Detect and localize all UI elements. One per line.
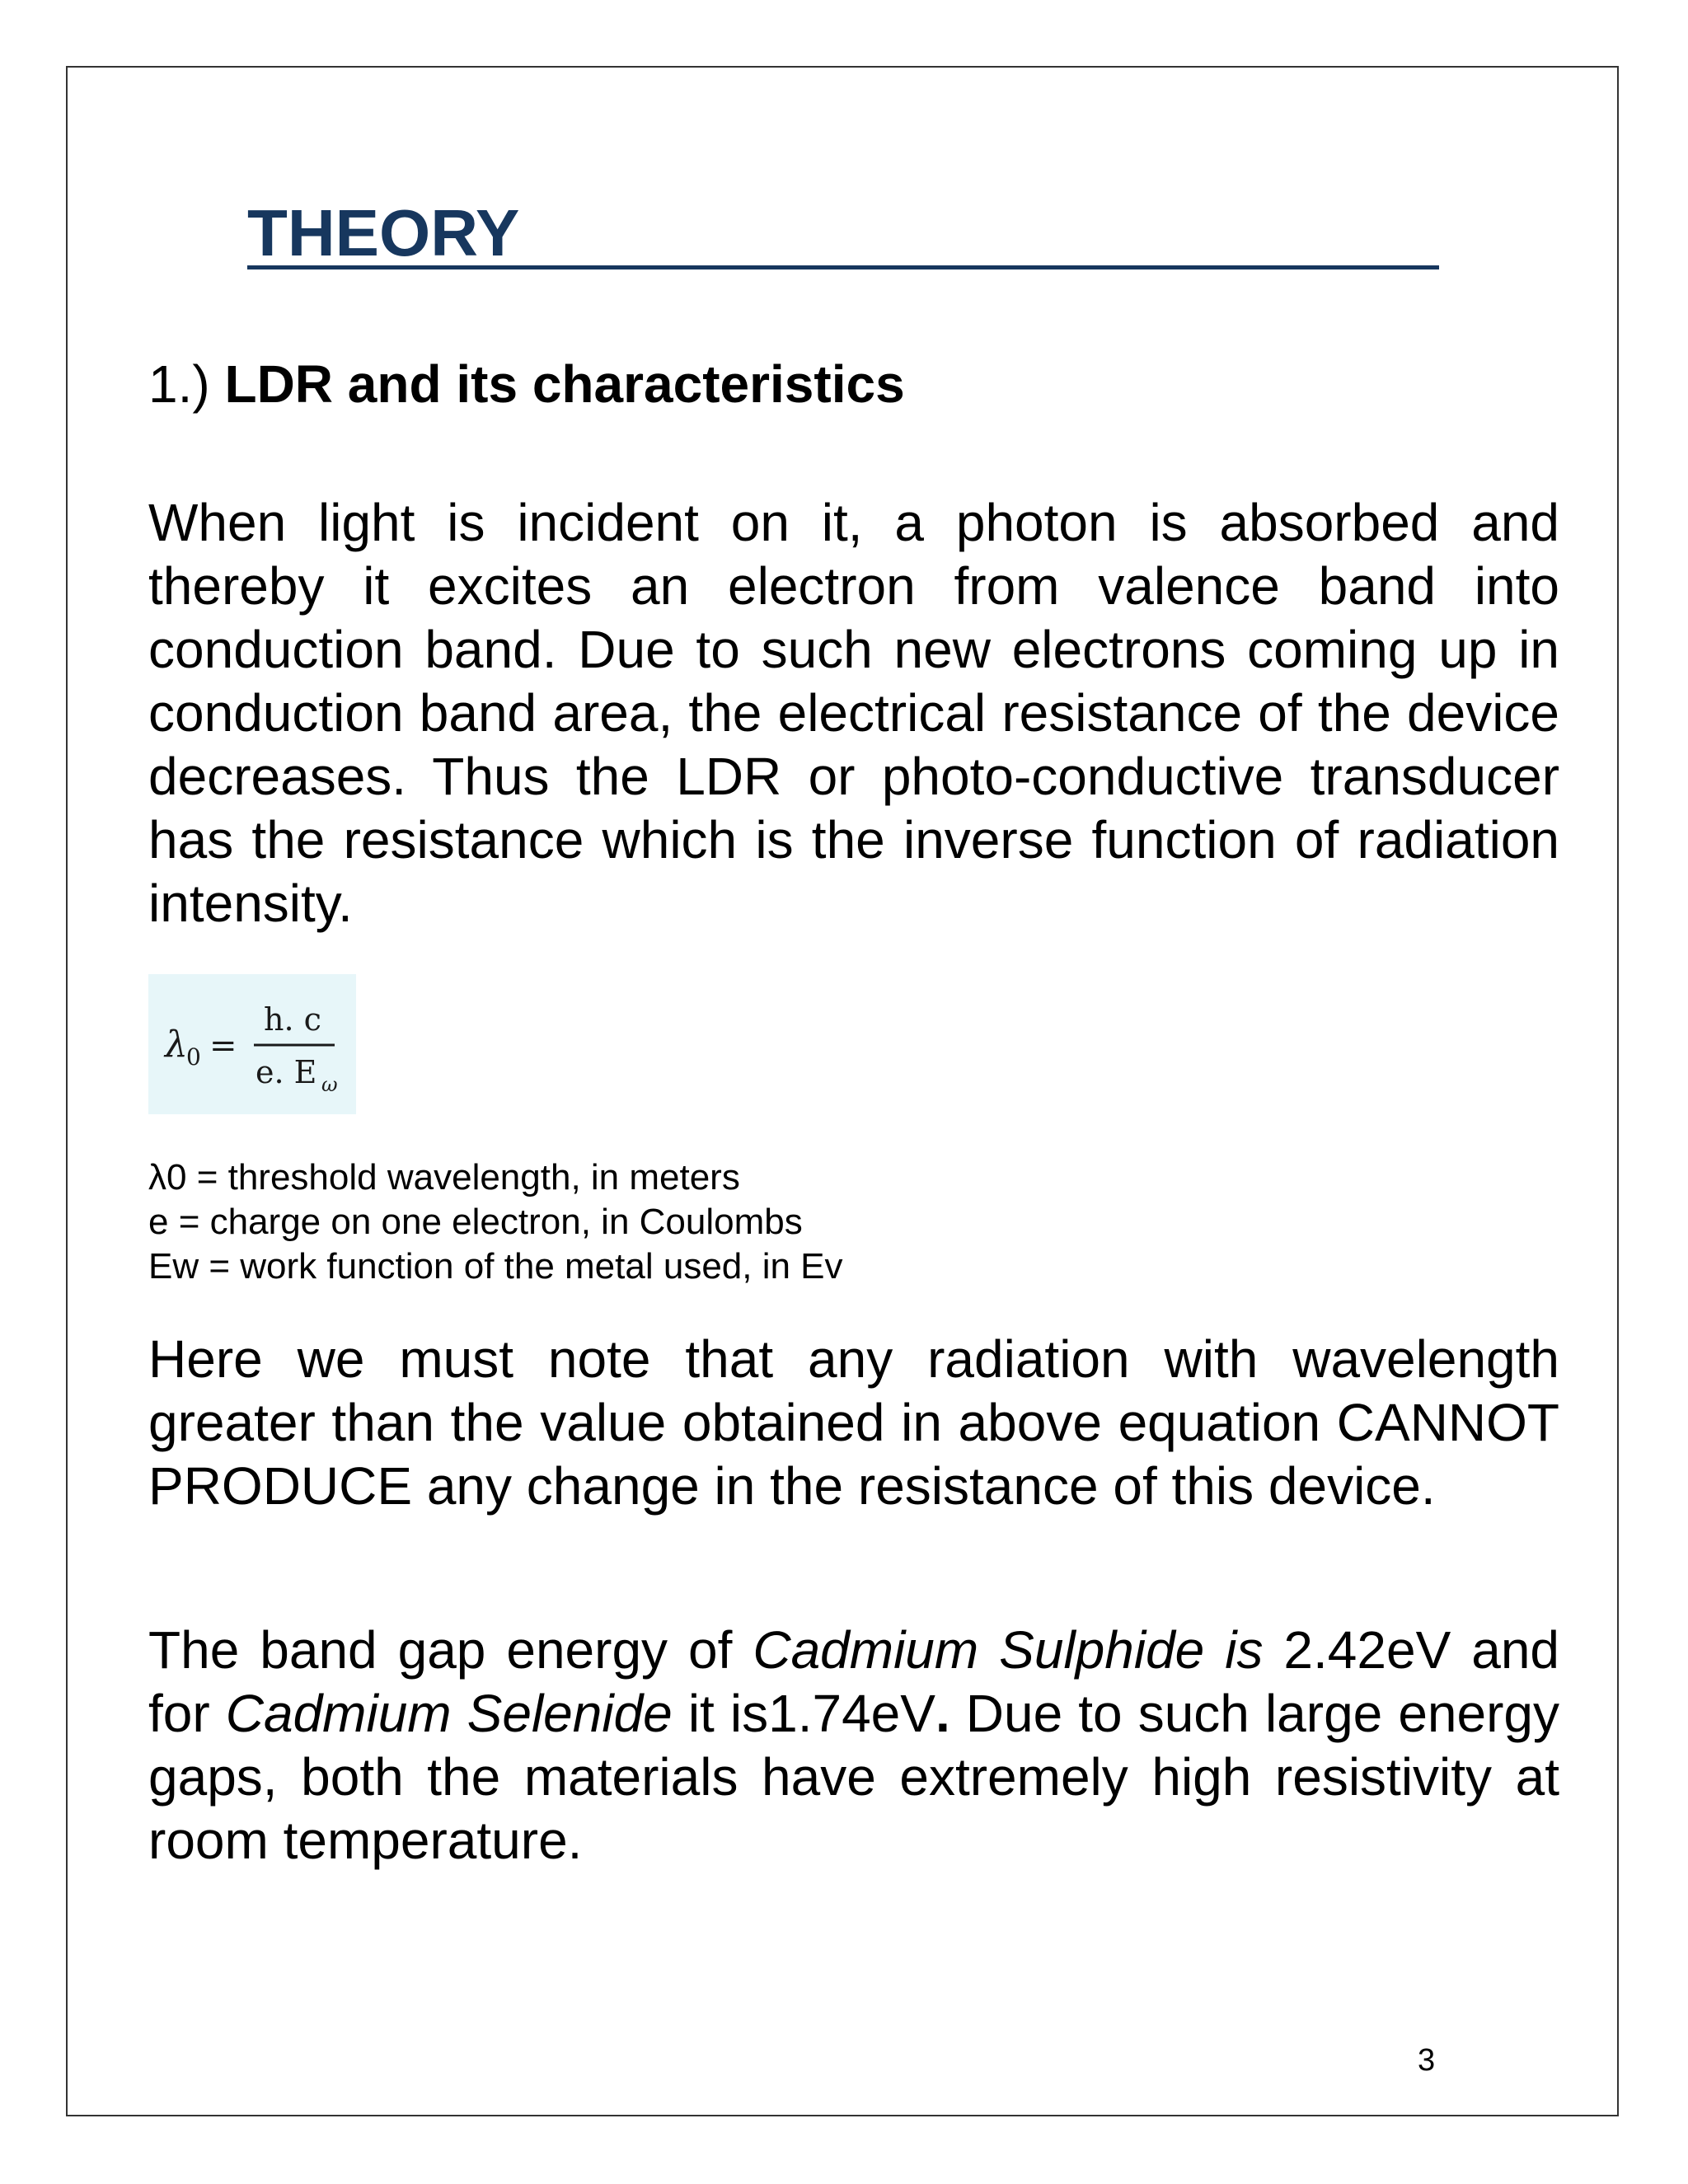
band-gap-text-1: The band gap energy of	[148, 1620, 753, 1680]
formula-image	[148, 974, 356, 1114]
paragraph-wavelength-note: Here we must note that any radiation with wavelength greater than the value obtained in above equation CANNOT PRODUCE any change in the resistance of this device.	[148, 1329, 1559, 1516]
band-gap-text-2: 2.42eV and for	[148, 1620, 1559, 1743]
section-heading	[148, 353, 905, 415]
paragraph-ldr-description: When light is incident on it, a photon is absorbed and thereby it excites an electron from valence band into conduction band. Due to such new electrons coming up in conduction band area, the electrical resistance of the device decreases. Thus the LDR or photo-conductive transducer has the resistance which is the inverse function of radiation intensity.	[148, 493, 1559, 933]
band-gap-text-3: it is1.74eV	[672, 1684, 935, 1743]
formula-omega-subscript: ω	[321, 1073, 338, 1096]
threshold-wavelength-formula	[148, 974, 356, 1114]
formula-numerator: h. c	[264, 1001, 321, 1038]
section-number: 1.)	[148, 354, 210, 414]
formula-lambda-subscript: 0	[186, 1043, 201, 1071]
band-gap-dot: .	[935, 1684, 950, 1743]
definition-e: e = charge on one electron, in Coulombs	[148, 1202, 803, 1242]
band-gap-text-4: Due to such large energy gaps, both the materials have extremely high resistivity at room temperature.	[148, 1684, 1559, 1870]
section-title: LDR and its characteristics	[224, 354, 905, 414]
title-underline	[247, 265, 1439, 269]
formula-denominator: e. E	[256, 1054, 317, 1090]
definition-lambda0: λ0 = threshold wavelength, in meters	[148, 1157, 740, 1197]
cadmium-sulphide: Cadmium Sulphide is	[753, 1620, 1264, 1680]
page-number: 3	[1418, 2043, 1436, 2078]
formula-equals: =	[209, 1027, 237, 1065]
page-title: THEORY	[247, 196, 520, 269]
cadmium-selenide: Cadmium Selenide	[225, 1684, 673, 1743]
variable-definitions	[148, 1155, 843, 1289]
definition-ew: Ew = work function of the metal used, in Ev	[148, 1246, 843, 1286]
formula-lambda: λ	[165, 1024, 188, 1066]
paragraph-band-gap	[148, 1619, 1559, 1872]
